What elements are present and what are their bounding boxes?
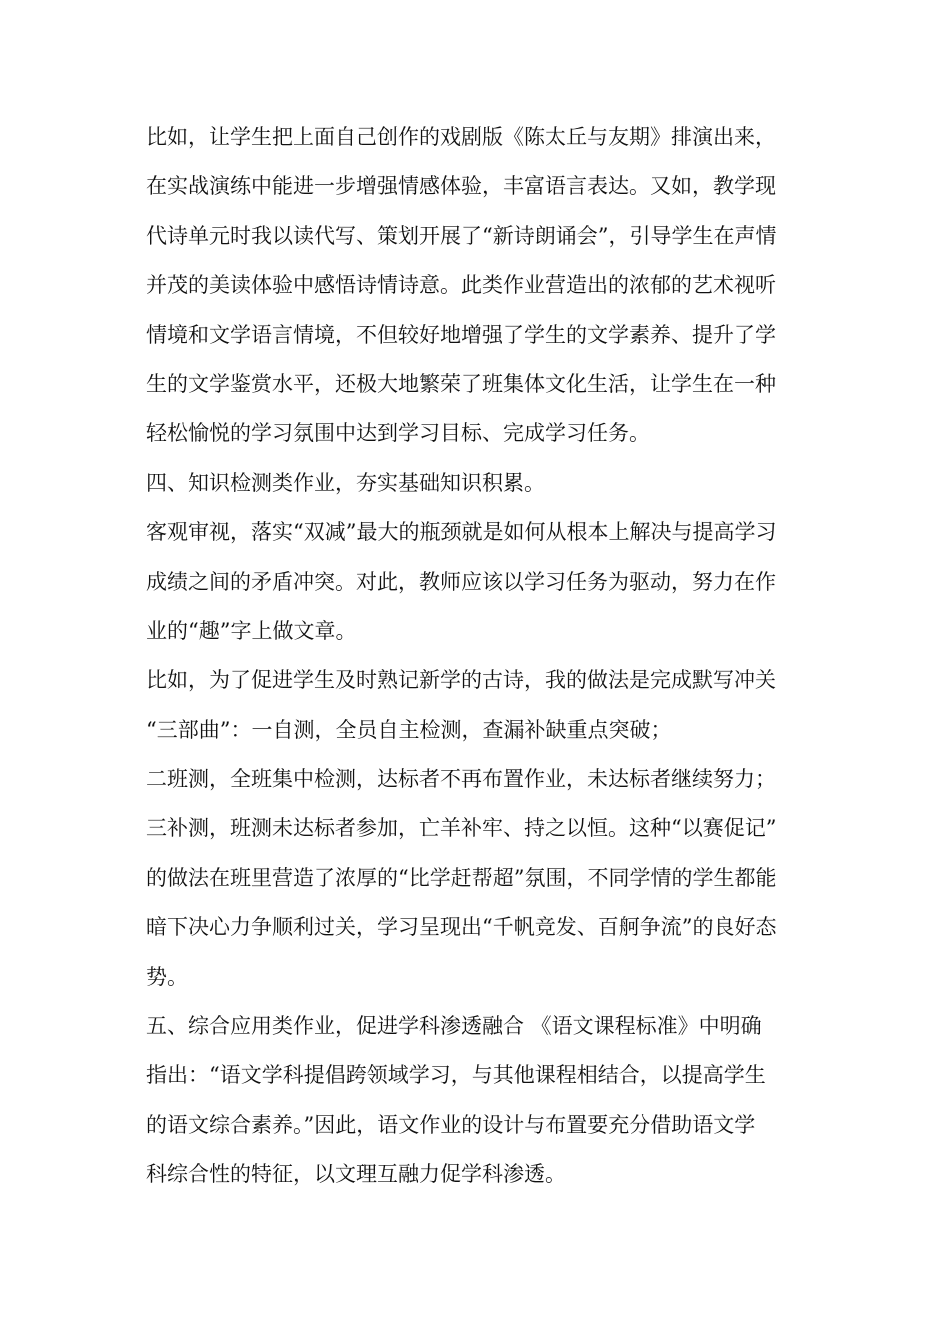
text-line: 比如，为了促进学生及时熟记新学的古诗，我的做法是完成默写冲关 — [146, 668, 776, 693]
text-line: 在实战演练中能进一步增强情感体验，丰富语言表达。又如，教学现 — [146, 174, 776, 199]
text-line: 的做法在班里营造了浓厚的“比学赶帮超”氛围，不同学情的学生都能 — [146, 865, 777, 890]
text-line: 业的“趣”字上做文章。 — [146, 618, 357, 643]
text-line: “三部曲”：一自测，全员自主检测，查漏补缺重点突破； — [146, 717, 672, 742]
text-line: 生的文学鉴赏水平，还极大地繁荣了班集体文化生活，让学生在一种 — [146, 371, 776, 396]
text-line: 指出：“语文学科提倡跨领域学习，与其他课程相结合，以提高学生 — [146, 1063, 766, 1088]
text-line: 二班测，全班集中检测，达标者不再布置作业，未达标者继续努力； — [146, 767, 776, 792]
document-body — [146, 113, 810, 1200]
text-line: 客观审视，落实“双减”最大的瓶颈就是如何从根本上解决与提高学习 — [146, 520, 777, 545]
text-line: 情境和文学语言情境，不但较好地增强了学生的文学素养、提升了学 — [146, 322, 776, 347]
text-line: 势。 — [146, 964, 188, 989]
text-line: 比如，让学生把上面自己创作的戏剧版《陈太丘与友期》排演出来， — [146, 125, 776, 149]
text-line: 三补测，班测未达标者参加，亡羊补牢、持之以恒。这种“以赛促记” — [146, 816, 777, 841]
text-line: 并茂的美读体验中感悟诗情诗意。此类作业营造出的浓郁的艺术视听 — [146, 273, 776, 298]
text-line: 成绩之间的矛盾冲突。对此，教师应该以学习任务为驱动，努力在作 — [146, 569, 776, 594]
text-line: 代诗单元时我以读代写、策划开展了“新诗朗诵会”，引导学生在声情 — [146, 223, 777, 248]
text-line: 暗下决心力争顺利过关，学习呈现出“千帆竞发、百舸争流”的良好态 — [146, 915, 777, 940]
text-line: 轻松愉悦的学习氛围中达到学习目标、完成学习任务。 — [146, 421, 650, 446]
text-line: 的语文综合素养。”因此，语文作业的设计与布置要充分借助语文学 — [146, 1112, 756, 1137]
section-heading: 五、综合应用类作业，促进学科渗透融合 《语文课程标准》中明确 — [146, 1014, 762, 1039]
text-line: 科综合性的特征，以文理互融力促学科渗透。 — [146, 1162, 566, 1187]
section-heading: 四、知识检测类作业，夯实基础知识积累。 — [146, 470, 545, 495]
